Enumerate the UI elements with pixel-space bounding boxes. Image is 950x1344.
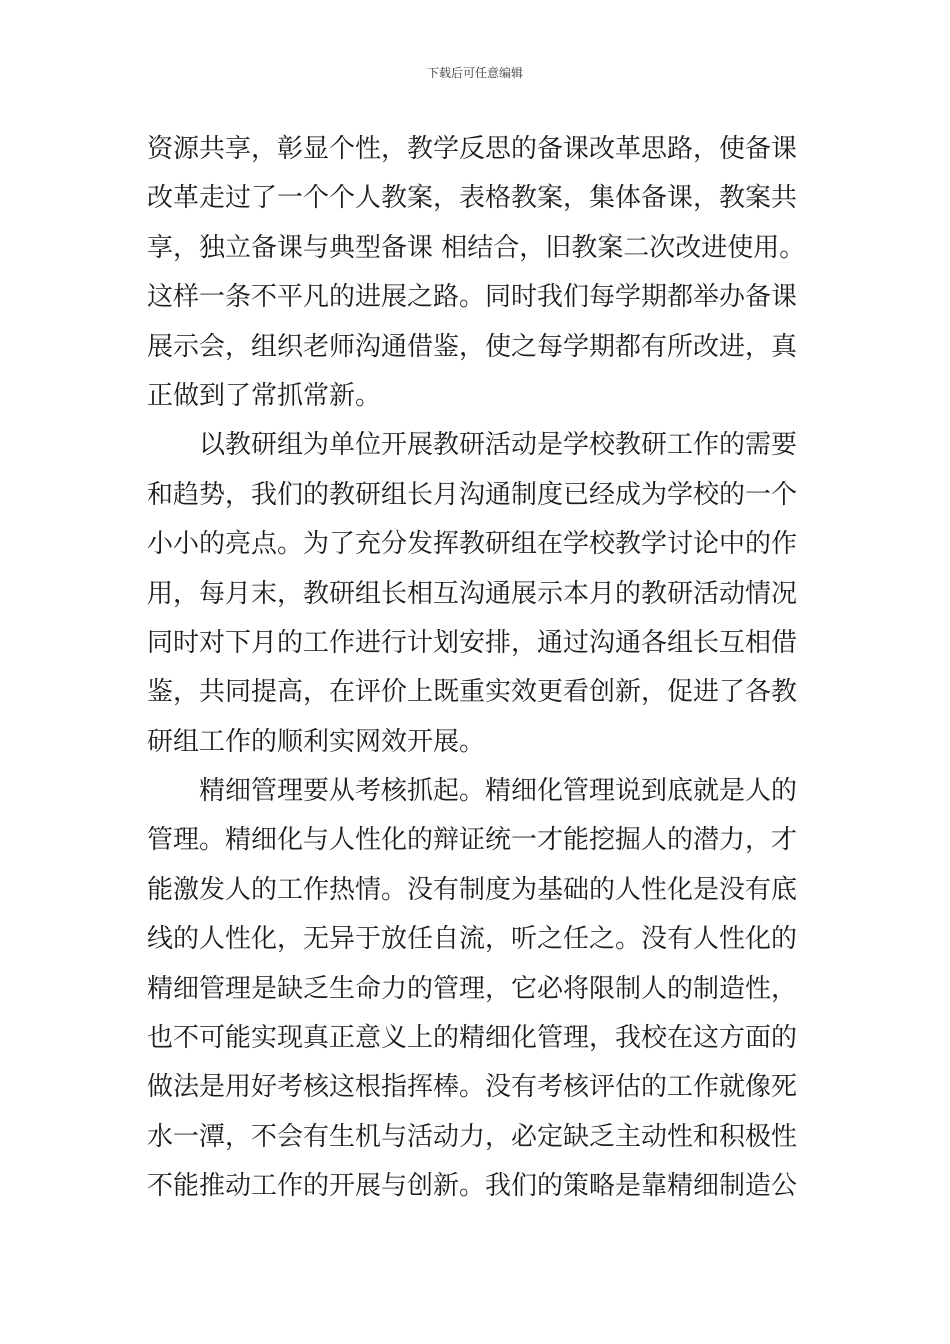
text-line: 这样一条不平凡的进展之路。同时我们每学期都举办备课: [147, 282, 798, 313]
text-line: 展示会，组织老师沟通借鉴，使之每学期都有所改进，真: [147, 331, 798, 362]
text-line: 改革走过了一个个人教案，表格教案，集体备课，教案共: [147, 183, 798, 214]
text-line: 享，独立备课与典型备课 相结合，旧教案二次改进使用。: [147, 232, 806, 263]
text-line: 和趋势，我们的教研组长月沟通制度已经成为学校的一个: [147, 479, 798, 510]
text-line: 能激发人的工作热情。没有制度为基础的人性化是没有底: [147, 874, 798, 905]
text-line: 同时对下月的工作进行计划安排，通过沟通各组长互相借: [147, 627, 798, 658]
text-line: 小小的亮点。为了充分发挥教研组在学校教学讨论中的作: [147, 529, 798, 560]
text-line: 做法是用好考核这根指挥棒。没有考核评估的工作就像死: [147, 1072, 798, 1103]
page-header: 下载后可任意编辑: [426, 66, 523, 80]
paragraph-1: [147, 125, 813, 421]
paragraph-3: [147, 767, 813, 1212]
text-line: 精细管理是缺乏生命力的管理，它必将限制人的制造性，: [147, 973, 798, 1004]
text-line: 精细管理要从考核抓起。精细化管理说到底就是人的: [147, 776, 798, 807]
text-line: 也不可能实现真正意义上的精细化管理，我校在这方面的: [147, 1023, 798, 1054]
text-line: 线的人性化，无异于放任自流，听之任之。没有人性化的: [147, 924, 798, 955]
text-line: 不能推动工作的开展与创新。我们的策略是靠精细制造公: [147, 1171, 798, 1202]
document-body: [147, 125, 813, 1212]
paragraph-2: [147, 421, 813, 767]
text-line: 正做到了常抓常新。: [147, 380, 382, 411]
text-line: 研组工作的顺利实网效开展。: [147, 726, 486, 757]
text-line: 水一潭，不会有生机与活动力，必定缺乏主动性和积极性: [147, 1121, 798, 1152]
text-line: 用，每月末，教研组长相互沟通展示本月的教研活动情况: [147, 578, 798, 609]
text-line: 以教研组为单位开展教研活动是学校教研工作的需要: [147, 430, 798, 461]
text-line: 管理。精细化与人性化的辩证统一才能挖掘人的潜力，才: [147, 825, 798, 856]
text-line: 鉴，共同提高，在评价上既重实效更看创新，促进了各教: [147, 677, 798, 708]
text-line: 资源共享，彰显个性，教学反思的备课改革思路，使备课: [147, 134, 798, 164]
